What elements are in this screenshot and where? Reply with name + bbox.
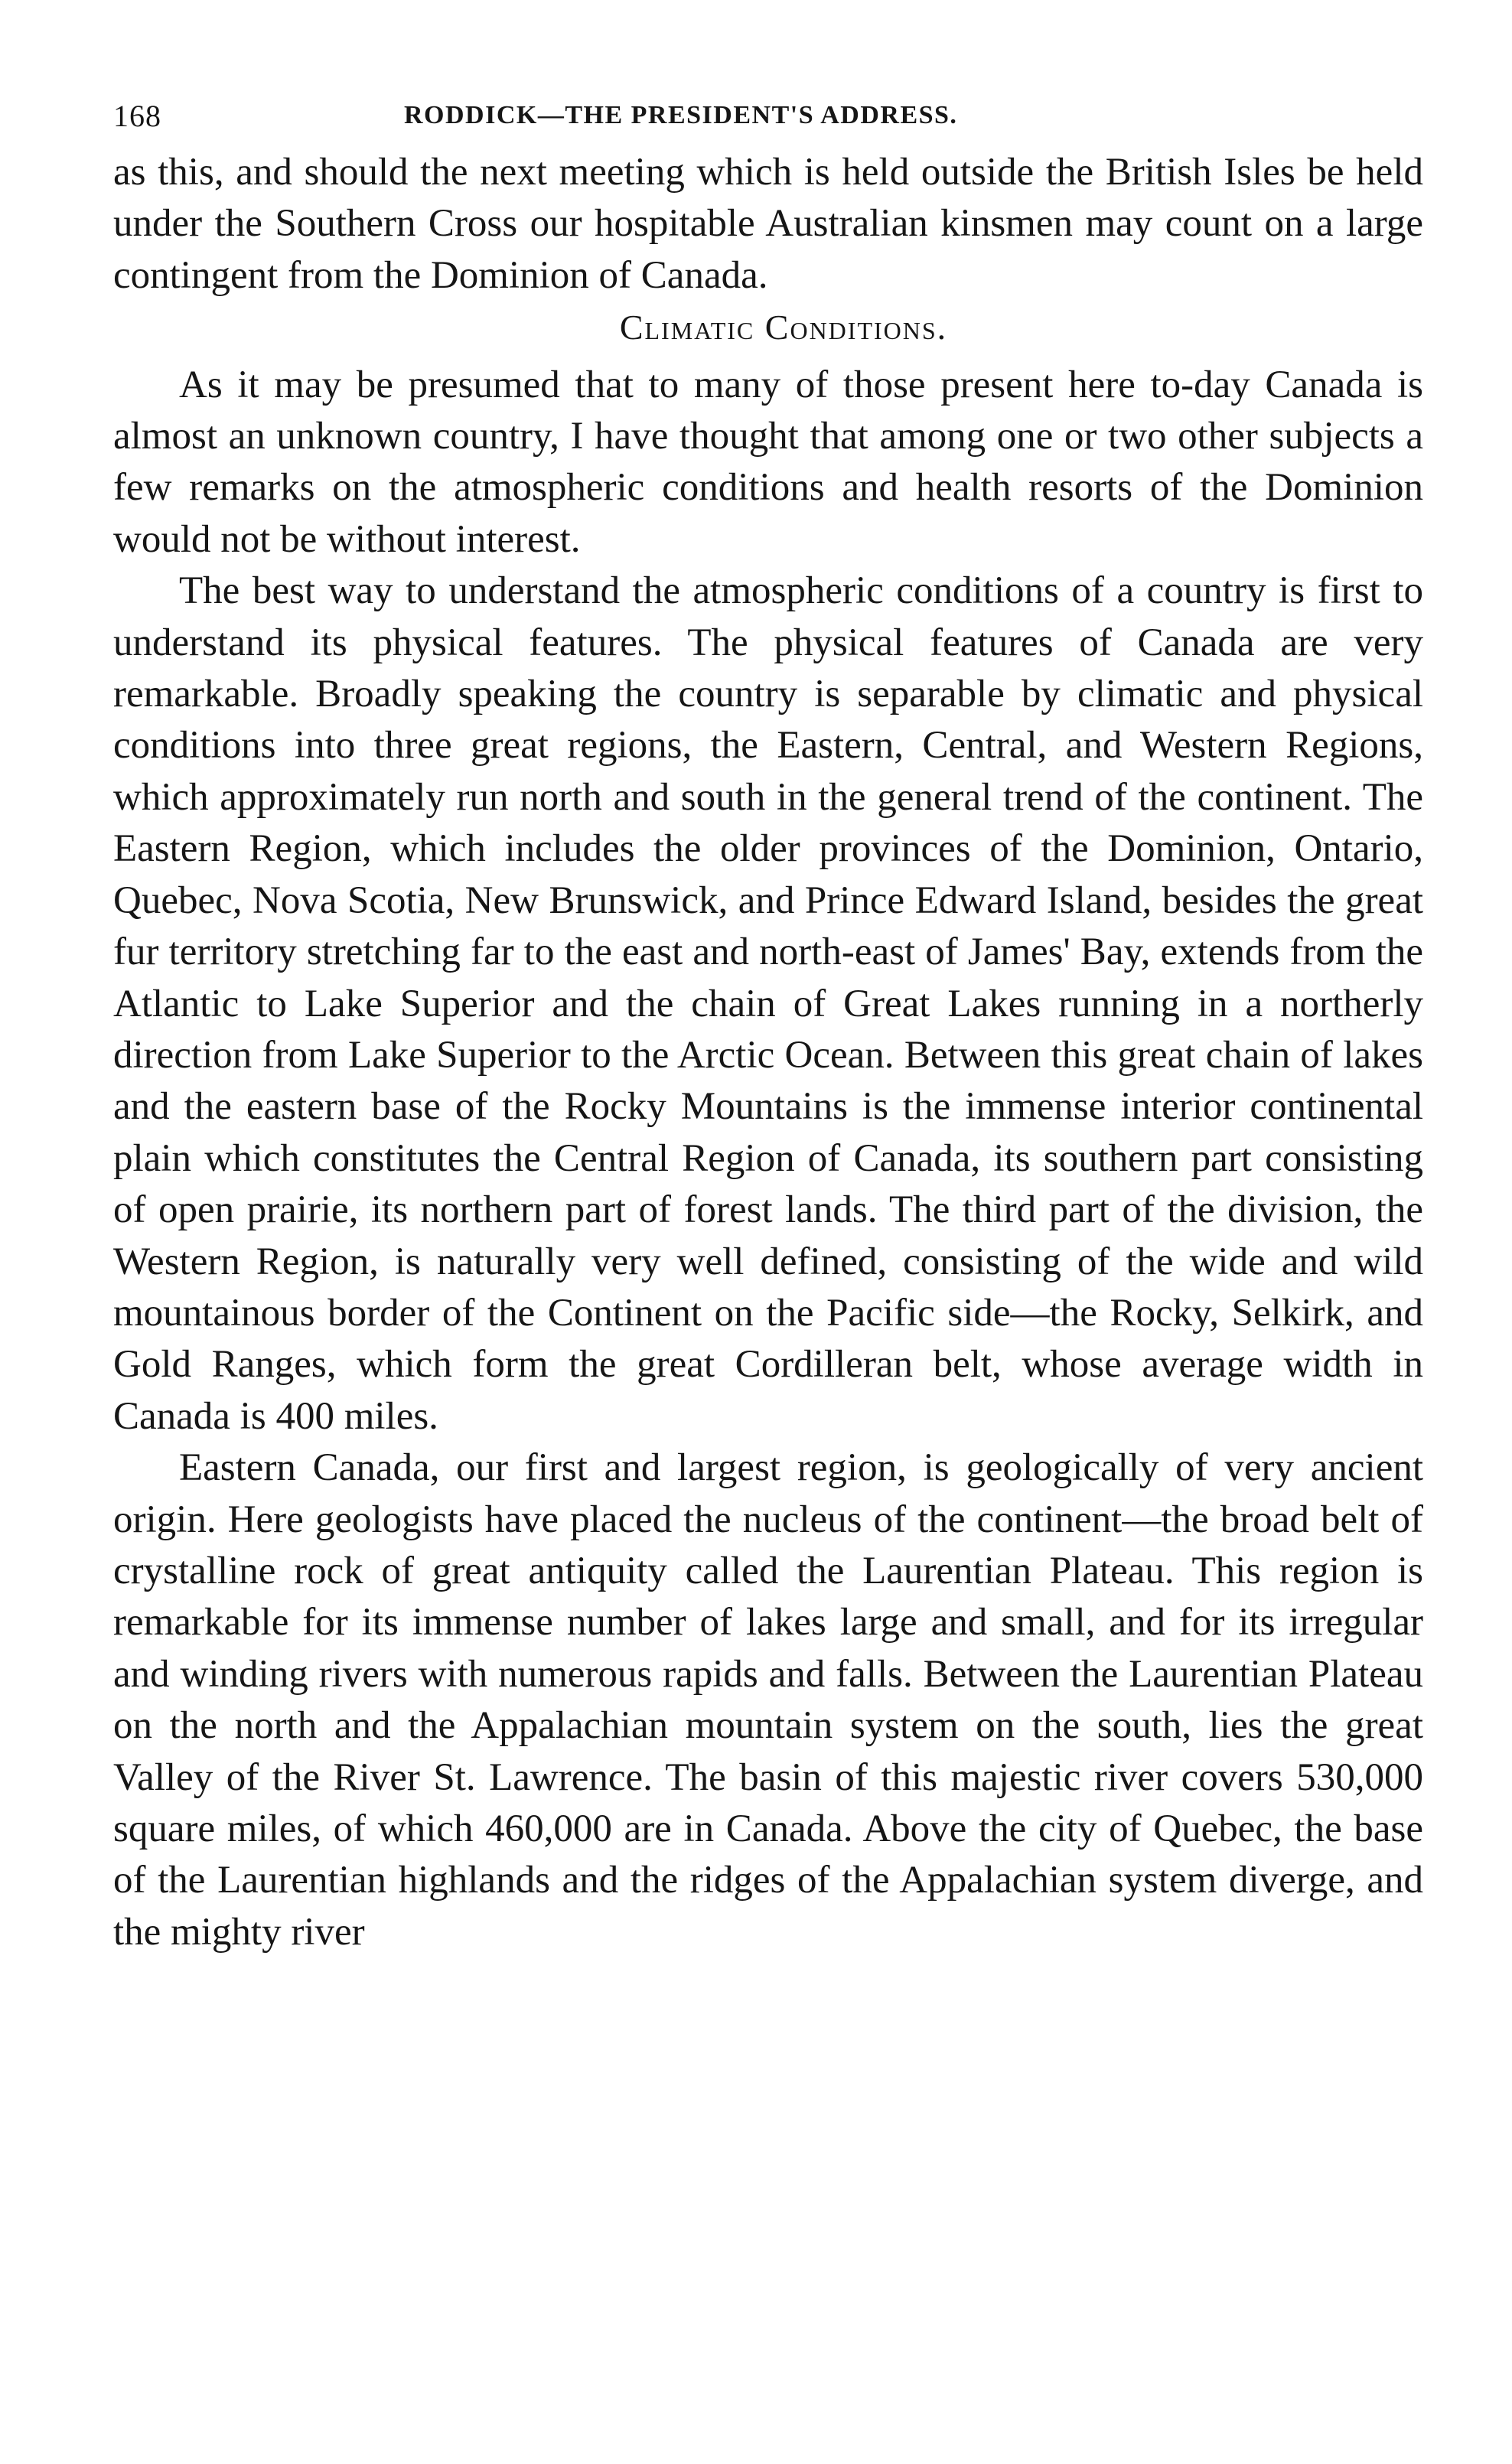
running-title: RODDICK—THE PRESIDENT'S ADDRESS. — [404, 101, 958, 129]
body-text — [113, 147, 1423, 1958]
paragraph-introduction: As it may be presumed that to many of those present here to-day Canada is almost an unknown country, I have thought that among one or two other subjects a few remarks on the atmospheric conditions and health resorts of the Dominion would not be without interest. — [113, 363, 1423, 561]
section-heading: Climatic Conditions. — [619, 308, 948, 347]
page — [113, 90, 1423, 1958]
running-head — [113, 90, 1423, 136]
paragraph-physical-features: The best way to understand the atmospheric conditions of a country is first to understand its physical features. The physical features of Canada are very remarkable. Broadly speaking the country is separable by climatic and physical conditions into three great regions, the Eastern, Central, and Western Regions, which approximately run north and south in the general trend of the continent. The Eastern Region, which includes the older provinces of the Dominion, Ontario, Quebec, Nova Scotia, New Brunswick, and Prince Edward Island, besides the great fur territory stretching far to the east and north-east of James' Bay, extends from the Atlantic to Lake Superior and the chain of Great Lakes running in a northerly direction from Lake Superior to the Arctic Ocean. Between this great chain of lakes and the eastern base of the Rocky Mountains is the immense interior continental plain which constitutes the Central Region of Canada, its southern part consisting of open prairie, its northern part of forest lands. The third part of the division, the Western Region, is naturally very well defined, consisting of the wide and wild mountainous border of the Continent on the Pacific side—the Rocky, Selkirk, and Gold Ranges, which form the great Cordilleran belt, whose average width in Canada is 400 miles. — [113, 569, 1423, 1438]
paragraph-eastern-canada: Eastern Canada, our first and largest region, is geologically of very ancient origin. Here geologists have placed the nucleus of the continent—the broad belt of crystalline rock of great antiquity called the Laurentian Plateau. This region is remarkable for its immense number of lakes large and small, and for its irregular and winding rivers with numerous rapids and falls. Between the Laurentian Plateau on the north and the Appalachian mountain system on the south, lies the great Valley of the River St. Lawrence. The basin of this majestic river covers 530,000 square miles, of which 460,000 are in Canada. Above the city of Quebec, the base of the Laurentian highlands and the ridges of the Appalachian system diverge, and the mighty river — [113, 1446, 1423, 1954]
page-number: 168 — [113, 99, 161, 133]
paragraph-continuation: as this, and should the next meeting which is held outside the British Isles be held under the Southern Cross our hospitable Australian kinsmen may count on a large contingent from the Dominion of Canada. — [113, 151, 1423, 297]
